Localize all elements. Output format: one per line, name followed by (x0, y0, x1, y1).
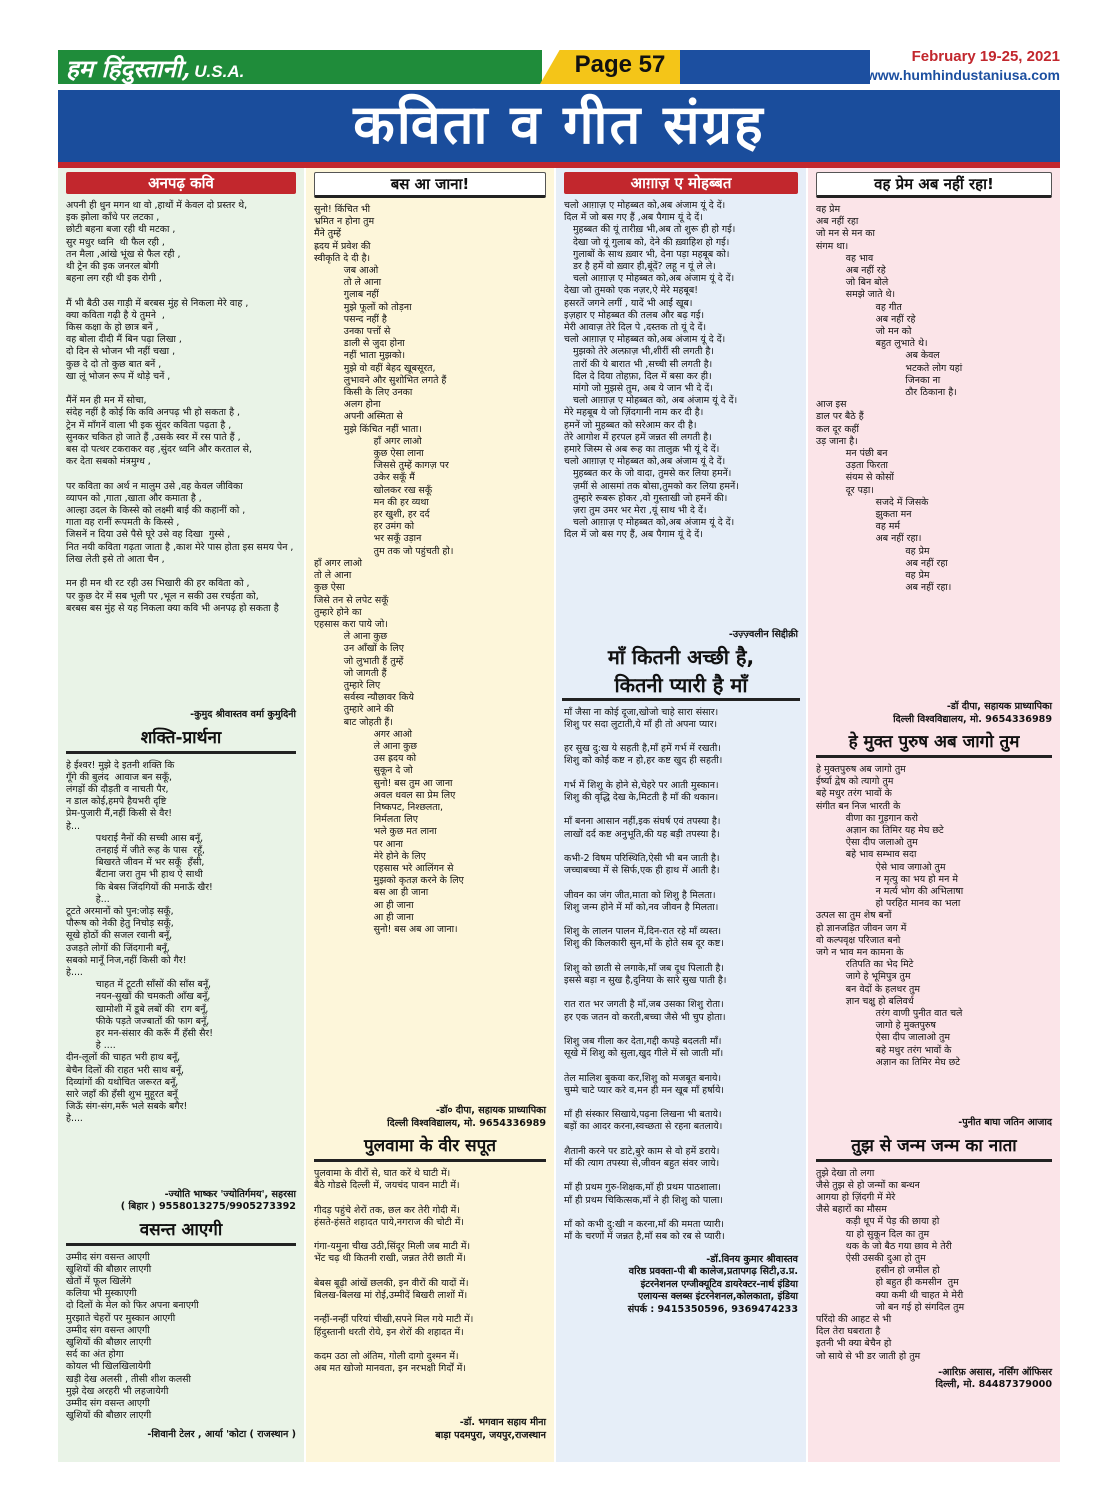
poem-body: पुलवामा के वीरों से, घात करें थे घाटी में। बैठे गोडसे दिल्ली में, जयचंद पावन माटी में। गीदड़ पहुंचे शेरों तक, छल कर तेरी गोदी में। हंसते-हंसते शहादत पाये,नगराज की चोटी में। गंगा-यमुना चीख उठी,सिंदूर मिली जब माटी में। भेंट चढ़ थी कितनी राखी, जन्नत तेरी छाती में। बेबस बूढ़ी आंखें छलकी, इन वीरों की यादों में। बिलख-बिलख मां रोई,उम्मीदें बिखरी लाशों में। नन्हीं-नन्हीं परियां चीखी,सपने मिल गये माटी में। हिंदुस्तानी धरती रोये, इन शेरों की शहादत में। कदम उठा लो अंतिम, गोली दागो दुश्मन में। अब मत खोजो मानवता, इन नरभक्षी गिर्दों में। (314, 1168, 474, 1375)
poem-author: -डॉ. भगवान सहाय मीना बाड़ा पदमपुरा, जयपुर,राजस्थान (435, 1417, 546, 1441)
poem-body: उम्मीद संग वसन्त आएगी खुशियों की बौछार लाएगी खेतों में फूल खिलेंगे कलिया भी मुस्काएगी दो दिलों के मेल को फिर अपना बनाएगी मुरझाते चेहरों पर मुस्कान आएगी उम्मीद संग वसन्त आएगी खुशियों की बौछार लाएगी सर्द का अंत होगा कोयल भी खिलखिलायेगी खड़ी देख अलसी , तीसी शीश कलसी मुझे देख अरहरी भी लहजायेगी उम्मीद संग वसन्त आएगी खुशियों की बौछार लाएगी (66, 1251, 199, 1422)
poem-body: तुझे देखा तो लगा जैसे तुझ से हो जन्मों का बन्धन आगया हो ज़िंदगी में मेरे जैसे बहारों का मौसम कड़ी धूप में पेड़ की छाया हो या हो सुकून दिल का तुम थक के जो बैठ गया छाव मे तेरी ऐसी उसकी दुआ हो तुम हसीन हो जमील हो हो बहुत ही कमसीन तुम क्या कमी थी चाहत मे मेरी जो बन गई हो संगदिल तुम परिंदो की आहट से भी दिल तेरा घबराता है इतनी भी क्या बेचैन हो जो साये से भी डर जाती हो तुम (816, 1167, 965, 1362)
poem-title-line-2: कितनी प्यारी है माँ (562, 672, 800, 701)
website-url[interactable]: www.humhindustaniusa.com (866, 67, 1060, 83)
poem-body: अपनी ही धुन मगन था वो ,हाथों में केवल दो प्रस्तर थे, इक झोला काँधे पर लटका , छोटी बहना बजा रही थी मटका , सुर मधुर ध्वनि थी फैल रही , तन मैला ,आंखे भूंख से फैल रही , थी ट्रेन की इक जनरल बोगी बहना लग रही थी इक रोगी , मैं भी बैठी उस गाड़ी में बरबस मुंह से निकला मेरे वाह , क्या कविता गढ़ी है ये तुमने , किस कक्षा के हो छात्र बनें , वह बोला दीदी मैं बिन पढ़ा लिखा , दो दिन से भोजन भी नहीं चखा , कुछ दे दो तो कुछ बात बनें , खा लूं भोजन रूप में थोड़े चनें , मैंनें मन ही मन में सोचा, संदेह नहीं है कोई कि कवि अनपढ़ भी हो सकता है , ट्रेन में माँगनें वाला भी इक सुंदर कविता पढ़ता है , सुनकर चकित हो जाते हैं ,उसके स्वर में रस पाते हैं , बस दो पत्थर टकराकर वह ,सुंदर ध्वनि और करताल से, कर देता सबको मंत्रमुग्ध , पर कविता का अर्थ न मालुम उसे ,वह केवल जीविका व्यापन को ,गाता ,खाता और कमाता है , आल्हा उदल के किस्से को लक्ष्मी बाई की कहानीं को , गाता वह रानीं रूपमती के किस्से , जिसनें न दिया उसे पैसे घूरे उसे वह दिखा गुस्से , नित नयी कविता गढ़ता जाता है ,काश मेरे पास होता इस समय पेन , लिख लेती इसे तो आता चैन , मन ही मन थी रट रही उस भिखारी की हर कविता को , पर कुछ देर में सब भूली पर ,भूल न सकी उस रचईता को, बरबस बस मुंह से यह निकला क्या कवि भी अनपढ़ हो सकता है (66, 200, 294, 614)
poem-body: वह प्रेम अब नहीं रहा जो मन से मन का संगम था। वह भाव अब नहीं रहे जो बिन बोले समझे जाते थे। वह गीत अब नहीं रहे जो मन को बहुत लुभाते थे। अब केवल भटकते लोग यहां जिनका ना ठौर ठिकाना है। आज इस डाल पर बैठे हैं कल दूर कहीं उड़ जाना है। मन पंछी बन उड़ता फिरता संयम से कोसों दूर पड़ा। सजदे में जिसके झुकता मन वह मर्म अब नहीं रहा। वह प्रेम अब नहीं रहा वह प्रेम अब नहीं रहा। (816, 204, 963, 594)
poem-body: माँ जैसा ना कोई दूजा,खोजो चाहे सारा संसार। शिशु पर सदा लुटाती,ये माँ ही तो अपना प्यार। हर सुख दु:ख ये सहती है,माँ हमें गर्भ में रखती। शिशु को कोई कष्ट न हो,हर कष्ट खुद ही सहती। गर्भ में शिशु के होने से,चेहरे पर आती मुस्कान। शिशु की वृद्धि देख के,मिटती है माँ की थकान। माँ बनना आसान नहीं,इक संघर्ष एवं तपस्या है। लाखों दर्द कष्ट अनुभूति,की यह बड़ी तपस्या है। कभी-2 विषम परिस्थिति,ऐसी भी बन जाती है। जच्चाबच्चा में से सिर्फ,एक ही हाथ में आती है। जीवन का जंग जीत,माता को शिशु है मिलता। शिशु जन्म होने में माँ को,नव जीवन है मिलता। शिशु के लालन पालन में,दिन-रात रहे माँ व्यस्त। शिशु की किलकारी सुन,माँ के होते सब दूर कष्ट। शिशु को छाती से लगाके,माँ जब दूध पिलाती है। इससे बड़ा न सुख है,दुनिया के सारे सुख पाती है। रात रात भर जगती है माँ,जब उसका शिशु रोता। हर एक जतन वो करती,बच्चा जैसे भी चुप होता। शिशु जब गीला कर देता,गद्दी कपड़े बदलती माँ। सूखे में शिशु को सुला,खुद गीले में सो जाती माँ। तेल मालिश बुकवा कर,शिशु को मजबूत बनाये। चुम्मे चाटे प्यार करे व,मन ही मन खूब माँ हर्षाये। माँ ही संस्कार सिखाये,पढ़ना लिखना भी बताये। बड़ों का आदर करना,स्वच्छता से रहना बतलाये। शैतानी करने पर डाटे,बुरे काम से वो हमें डराये। माँ की त्याग तपस्या से,जीवन बहुत संवर जाये। माँ ही प्रथम गुरु-शिक्षक,माँ ही प्रथम पाठशाला। माँ ही प्रथम चिकित्सक,माँ ने ही शिशु को पाला। माँ को कभी दु:खी न करना,माँ की ममता प्यारी। माँ के चरणों में जन्नत है,माँ सब को रब से प्यारी। (564, 706, 727, 1243)
poem-author: -शिवानी टेलर , आर्या 'कोटा ( राजस्थान ) (147, 1428, 296, 1440)
column-2 (306, 168, 554, 1462)
header-blue-band (680, 50, 870, 84)
column-4 (808, 168, 1060, 1462)
poem-title: तुझ से जन्म जन्म का नाता (816, 1132, 1052, 1162)
poem-author: -डॉ० दीपा, सहायक प्राध्यापिका दिल्ली विश्वविद्यालय, मो. 9654336989 (387, 1105, 546, 1129)
poem-title: अनपढ़ कवि (66, 172, 296, 194)
page-header (0, 0, 1118, 90)
column-3 (556, 168, 806, 1462)
newspaper-title (66, 52, 244, 85)
poem-title: आग़ाज़ ए मोहब्बत (564, 172, 798, 194)
poem-body: हे ईश्वर! मुझे दे इतनी शक्ति कि गूँगे की बुलंद आवाज बन सकूँ, लंगड़ों की दौड़ती व नाचती पैर, न डाल कोई,हमपे हैयभरी दृष्टि प्रेम-पुजारी मैं,नहीं किसी से वैर! हे... पथराई नैनों की सच्ची आस बनूँ, तनहाई में जीते रूह के पास रहूँ, बिखरते जीवन में भर सकूँ हँसी, बैंटाना जरा तुम भी हाथ ऐ साथी कि बेबस जिंदगियों की मनाऊँ खैर! हे... टूटते अरमानों को पुन:जोड़ सकूँ, पौरूष को नेकी हेतु निचोड़ सकूँ, सूखे होठों की सजल रवानी बनूँ, उजड़ते लोगों की जिंदगानी बनूँ, सबको मानूँ निज,नहीं किसी को गैर! हे.... चाहत में टूटती साँसों की साँस बनूँ, नयन-सुखों की चमकती आँख बनूँ, खामोशी में डूबे लबों की राग बनूँ, फीके पड़ते जज्बातों की फाग बनूँ, हर मन-संसार की करूँ मैं हँसी सैर! हे .... दीन-लूलों की चाहत भरी हाथ बनूँ, बेचैन दिलों की राहत भरी साथ बनूँ, दिव्यांगों की यथोचित जरूरत बनूँ, सारे जहाँ की हँसी शुभ मुहूरत बनूँ जिऊँ संग-संग,मरूँ भले सबके बगैर! हे.... (66, 759, 214, 1125)
poem-author: -डॉ.विनय कुमार श्रीवास्तव वरिष्ठ प्रवक्ता-पी बी कालेज,प्रतापगढ़ सिटी,उ.प्र. इंटरनेशनल एग्जीक्यूटिव डायरेक्टर-नार्थ इंडिया एलायन्स क्लब्स इंटरनेशनल,कोलकाता, इंडिया संपर्क : 9415350596, 9369474233 (627, 1253, 798, 1315)
column-1 (58, 168, 304, 1462)
section-banner (58, 90, 1060, 162)
newspaper-region: U.S.A. (194, 62, 245, 81)
newspaper-name: हम हिंदुस्तानी, (66, 54, 191, 83)
section-title: कविता व गीत संग्रह (353, 93, 765, 156)
poem-title: पुलवामा के वीर सपूत (314, 1132, 546, 1162)
poem-title: वसन्त आएगी (66, 1216, 296, 1246)
poem-title-line-1: माँ कितनी अच्छी है, (607, 644, 755, 669)
poem-author: -आरिफ़ असास, नर्सिंग ऑफिसर दिल्ली, मो. 84487379000 (935, 1366, 1052, 1390)
poem-author: -डॉ दीपा, सहायक प्राध्यापिका दिल्ली विश्वविद्यालय, मो. 9654336989 (893, 701, 1052, 725)
issue-date: February 19-25, 2021 (911, 48, 1060, 65)
poem-body: हे मुक्तपुरुष अब जागो तुम ईर्ष्या द्वेष को त्यागो तुम बहे मधुर तरंग भावों के संगीत बन निज भारती के वीणा का गुड़गान करो अज्ञान का तिमिर यह मेघ छटे ऐसा दीप जलाओ तुम बहे भाव सम्भाव सदा ऐसे भाव जगाओ तुम न मृत्यु का भय हो मन मे न मर्त्य भोग की अभिलाषा हो परहित मानव का भला उत्पल सा तुम शेष बनों हो ज्ञानजड़ित जीवन जग में वो कल्पवृक्ष परिजात बनो जगे न भाव मन कामना के रतिपति का भेद मिटे जागे हे भूमिपुत्र तुम बन वेदों के हलधर तुम ज्ञान चक्षु हो बलिवर्ध तरंग वाणी पुनीत वात चले जागो हे मुक्तपुरुष ऐसा दीप जालाओ तुम बहे मधुर तरंग भावों के अज्ञान का तिमिर मेघ छटे (816, 764, 964, 1068)
poem-title: बस आ जाना! (314, 172, 546, 198)
poem-author: -पुनीत बाघा जतिन आजाद (958, 1117, 1052, 1128)
page-number: Page 57 (574, 51, 666, 78)
poem-body: सुनो! किंचित भी भ्रमित न होना तुम मैंने तुम्हें ह्रदय में प्रवेश की स्वीकृति दे दी है। जब आओ तो ले आना गुलाब नहीं मुझे फूलों को तोड़ना पसन्द नहीं है उनका पत्तों से डाली से जुदा होना नहीं भाता मुझको। मुझे वो वहीं बेहद खूबसूरत, लुभावने और सुशोभित लगते हैं किसी के लिए उनका अलग होना अपनी अस्मिता से मुझे किंचित नहीं भाता। हाँ अगर लाओ कुछ ऐसा लाना जिससे तुम्हें कागज़ पर उकेर सकूँ मैं खोलकर रख सकूँ मन की हर व्यथा हर खुशी, हर दर्द हर उमंग को भर सकूँ उड़ान तुम तक जो पहुंचती हो। हाँ अगर लाओ तो ले आना कुछ ऐसा जिसे तन से लपेट सकूँ तुम्हारे होने का एहसास करा पाये जो। ले आना कुछ उन आँखों के लिए जो लुभाती हैं तुम्हें जो जागती हैं तुम्हारे लिए सर्वस्व न्यौछावर किये तुम्हारे आने की बाट जोहती हैं। अगर आओ ले आना कुछ उस ह्रदय को सुकून दे जो सुनो! बस तुम आ जाना अवल धवल सा प्रेम लिए निष्कपट, निश्छलता, निर्मलता लिए भले कुछ मत लाना पर आना मेरे होने के लिए एहसास भरे आलिंगन से मुझको कृतज्ञ करने के लिए बस आ ही जाना आ ही जाना आ ही जाना सुनो! बस अब आ जाना। (314, 204, 464, 935)
poem-title: हे मुक्त पुरुष अब जागो तुम (816, 728, 1052, 758)
poem-author: -उज़्ज़्वलीन सिद्दीक़ी (728, 629, 798, 640)
poem-author: -ज्योति भाष्कर 'ज्योतिर्गमय', सहरसा ( बिहार ) 9558013275/9905273392 (120, 1188, 296, 1212)
poem-title: वह प्रेम अब नहीं रहा! (816, 172, 1052, 198)
poem-title: शक्ति-प्रार्थना (66, 724, 296, 754)
poem-body: चलो आग़ाज़ ए मोहब्बत को,अब अंजाम यूं दे दें। दिल में जो बस गए हैं ,अब पैगाम यूं दे दें। मुहब्बत की यूं तारीख़ भी,अब तो शुरू ही हो गई। देखा जो यूं गुलाब को, देने की ख़्वाहिश हो गई। गुलाबों के साथ ख़्वार भी, देना पड़ा महबूब को। डर है हमें वो ख़्वार ही,बूंदें? लहू न यूं ले ले। चलो आग़ाज़ ए मोहब्बत को,अब अंजाम यूं दे दें। देखा जो तुमको एक नज़र,ऐ मेरे महबूब! हसरतें जगने लगीं , यादें भी आईं खूब। इज़हार ए मोहब्बत की तलब और बढ़ गई। मेरी आवाज़ तेरे दिल पे ,दस्तक तो यूं दे दें। चलो आग़ाज़ ए मोहब्बत को,अब अंजाम यूं दे दें। मुझको तेरे अल्फ़ाज़ भी,शीरीं सी लगती है। तारों की ये बारात भी ,सच्ची सी लगती है। दिल दे दिया तोहफ़ा, दिल में बसा कर ही। मांगो जो मुझसे तुम, अब ये जान भी दे दें। चलो आग़ाज़ ए मोहब्बत को, अब अंजाम यूं दे दें। मेरे महबूब ये जो ज़िंदगानी नाम कर दी है। हमनें जो मुहब्बत को सरेआम कर दी है। तेरे आगोश में हरपल हमें जन्नत सी लगती है। हमारे जिस्म से अब रूह का तालुक़ भी यूं दे दें। चलो आग़ाज़ ए मोहब्बत को,अब अंजाम यूं दे दें। मुहब्बत कर के जो वादा, तुमसे कर लिया हमनें। ज़मीं से आसमां तक बोसा,तुमको कर लिया हमनें। तुम्हारे रूबरू होकर ,वो गुस्ताखी जो हमनें की। ज़रा तुम उमर भर मेरा ,यूं साथ भी दे दें। चलो आग़ाज़ ए मोहब्बत को,अब अंजाम यूं दे दें। दिल में जो बस गए हैं, अब पैगाम यूं दे दें। (564, 200, 739, 541)
poem-author: -कुमुद श्रीवास्तव वर्मा कुमुदिनी (190, 709, 296, 720)
